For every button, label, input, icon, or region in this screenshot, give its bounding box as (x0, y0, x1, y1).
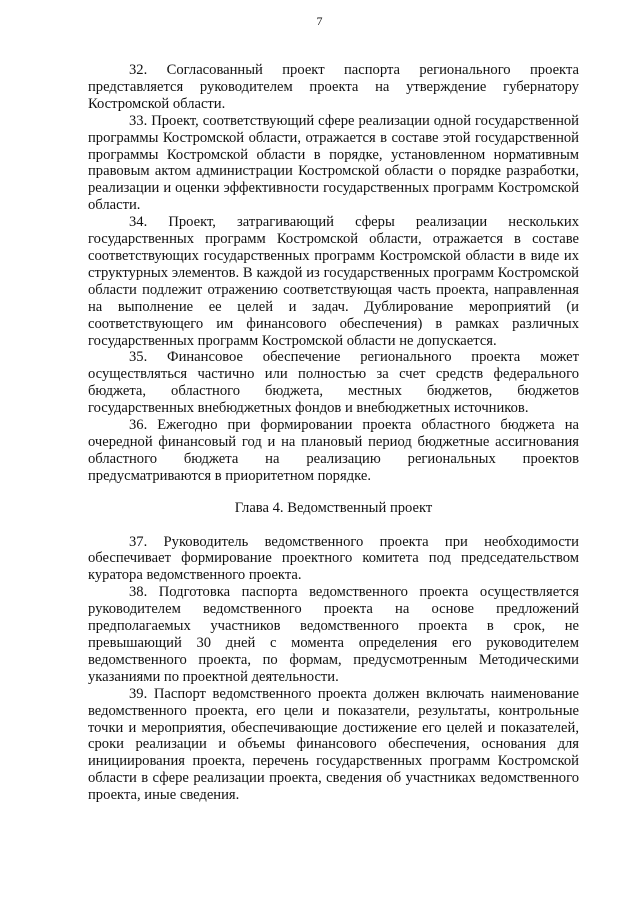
paragraph-32: 32. Согласованный проект паспорта регионального проекта представляется руководителем проекта на утверждение губернатору Костромской области. (88, 62, 579, 112)
paragraph-33: 33. Проект, соответствующий сфере реализации одной государственной программы Костромской области, отражается в составе этой государственной программы Костромской области в порядке, установленном нормативным правовым актом администрации Костромской области о порядке разработки, реализации и оценки эффективности государственных программ Костромской области. (88, 112, 579, 214)
chapter-heading: Глава 4. Ведомственный проект (234, 499, 433, 516)
paragraph-34: 34. Проект, затрагивающий сферы реализации нескольких государственных программ Костромской области, отражается в составе соответствующих государственных программ Костромской области в виде их структурных элементов. В каждой из государственных программ Костромской области подлежит отражению соответствующая часть проекта, направленная на выполнение ее целей и задач. Дублирование мероприятий (и соответствующего им финансового обеспечения) в рамках различных государственных программ Костромской области не допускается. (88, 214, 579, 349)
paragraph-37: 37. Руководитель ведомственного проекта при необходимости обеспечивает формирование проектного комитета под председательством куратора ведомственного проекта. (88, 533, 579, 584)
paragraph-36: 36. Ежегодно при формировании проекта областного бюджета на очередной финансовый год и на плановый период бюджетные ассигнования областного бюджета на реализацию региональных проектов предусматриваются в приоритетном порядке. (88, 417, 579, 484)
page-number: 7 (316, 14, 323, 28)
paragraph-38: 38. Подготовка паспорта ведомственного проекта осуществляется руководителем ведомственного проекта на основе предложений предполагаемых участников ведомственного проекта в срок, не превышающий 30 дней с момента определения его руководителем ведомственного проекта, по формам, предусмотренным Методическими указаниями по проектной деятельности. (88, 584, 579, 685)
paragraph-39: 39. Паспорт ведомственного проекта должен включать наименование ведомственного проекта, его цели и показатели, результаты, контрольные точки и мероприятия, обеспечивающие достижение его целей и показателей, сроки реализации и объемы финансового обеспечения, основания для инициирования проекта, перечень государственных программ Костромской области в сфере реализации проекта, сведения об участниках ведомственного проекта, иные сведения. (88, 685, 579, 804)
paragraph-35: 35. Финансовое обеспечение регионального проекта может осуществляться частично или полностью за счет средств федерального бюджета, областного бюджета, местных бюджетов, бюджетов государственных внебюджетных фондов и внебюджетных источников. (88, 349, 579, 417)
document-body (88, 62, 579, 804)
